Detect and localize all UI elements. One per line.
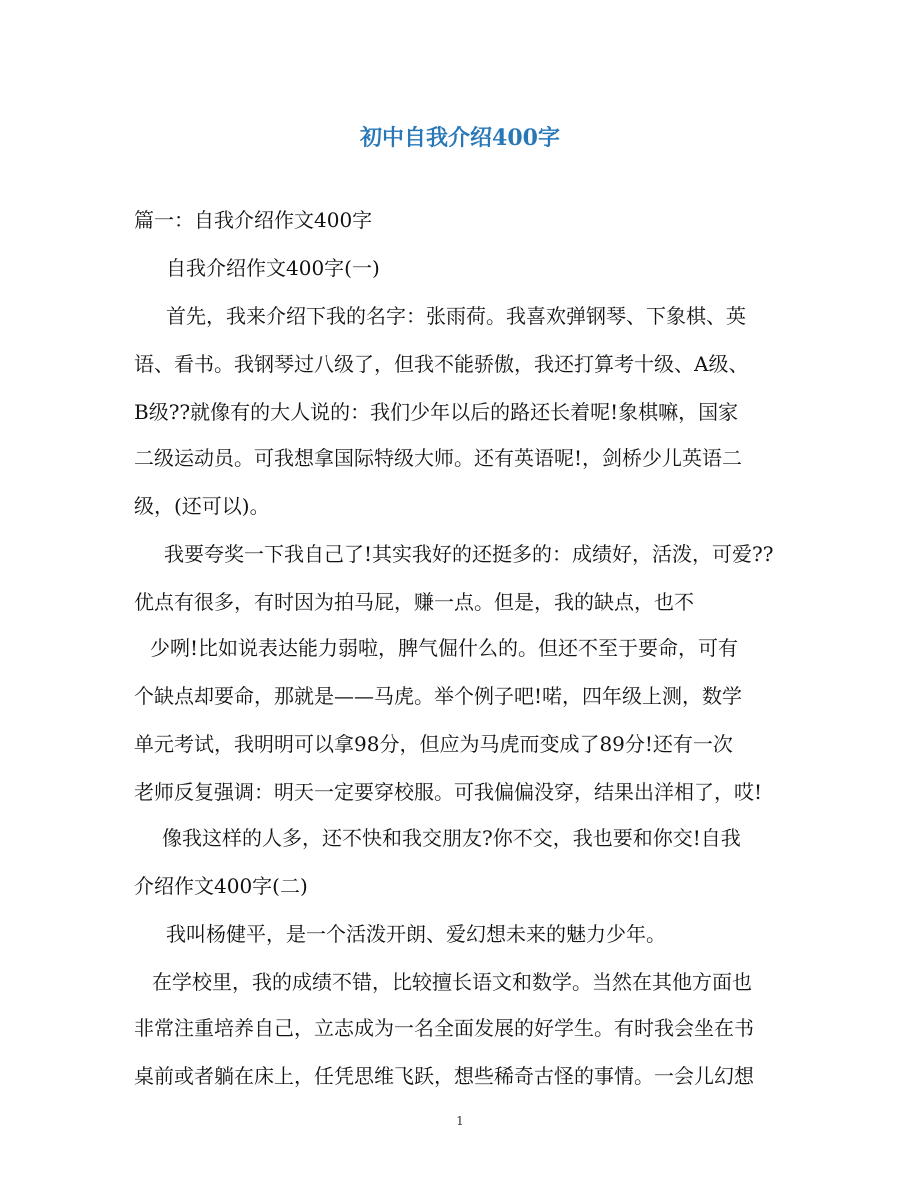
paragraph-line: 我要夸奖一下我自己了!其实我好的还挺多的：成绩好，活泼，可爱?? [164, 542, 774, 566]
paragraph-line: B级??就像有的大人说的：我们少年以后的路还长着呢!象棋嘛，国家 [134, 400, 739, 424]
paragraph-line: 少咧!比如说表达能力弱啦，脾气倔什么的。但还不至于要命，可有 [150, 636, 739, 660]
document-title: 初中自我介绍400字 [360, 125, 560, 151]
paragraph-line: 语、看书。我钢琴过八级了，但我不能骄傲，我还打算考十级、A级、 [134, 352, 749, 376]
paragraph-line: 我叫杨健平，是一个活泼开朗、爱幻想未来的魅力少年。 [166, 922, 666, 946]
subheading: 自我介绍作文400字(一) [166, 256, 380, 280]
paragraph-line: 单元考试，我明明可以拿98分，但应为马虎而变成了89分!还有一次 [134, 732, 733, 756]
paragraph-line: 在学校里，我的成绩不错，比较擅长语文和数学。当然在其他方面也 [152, 970, 752, 994]
paragraph-line: 优点有很多，有时因为拍马屁，赚一点。但是，我的缺点，也不 [134, 590, 694, 614]
paragraph-line: 老师反复强调：明天一定要穿校服。可我偏偏没穿，结果出洋相了，哎! [134, 780, 763, 804]
paragraph-line: 像我这样的人多，还不快和我交朋友?你不交，我也要和你交!自我 [162, 826, 741, 850]
paragraph-line: 个缺点却要命，那就是——马虎。举个例子吧!喏，四年级上测，数学 [134, 684, 743, 708]
section-heading: 篇一：自我介绍作文400字 [134, 208, 373, 232]
paragraph-line: 首先，我来介绍下我的名字：张雨荷。我喜欢弹钢琴、下象棋、英 [166, 304, 746, 328]
paragraph-line: 介绍作文400字(二) [134, 874, 308, 898]
paragraph-line: 桌前或者躺在床上，任凭思维飞跃，想些稀奇古怪的事情。一会儿幻想 [134, 1064, 754, 1088]
paragraph-line: 二级运动员。可我想拿国际特级大师。还有英语呢!，剑桥少儿英语二 [134, 446, 743, 470]
paragraph-line: 非常注重培养自己，立志成为一名全面发展的好学生。有时我会坐在书 [134, 1016, 754, 1040]
paragraph-line: 级，(还可以)。 [134, 494, 270, 518]
page-number: 1 [456, 1114, 464, 1128]
